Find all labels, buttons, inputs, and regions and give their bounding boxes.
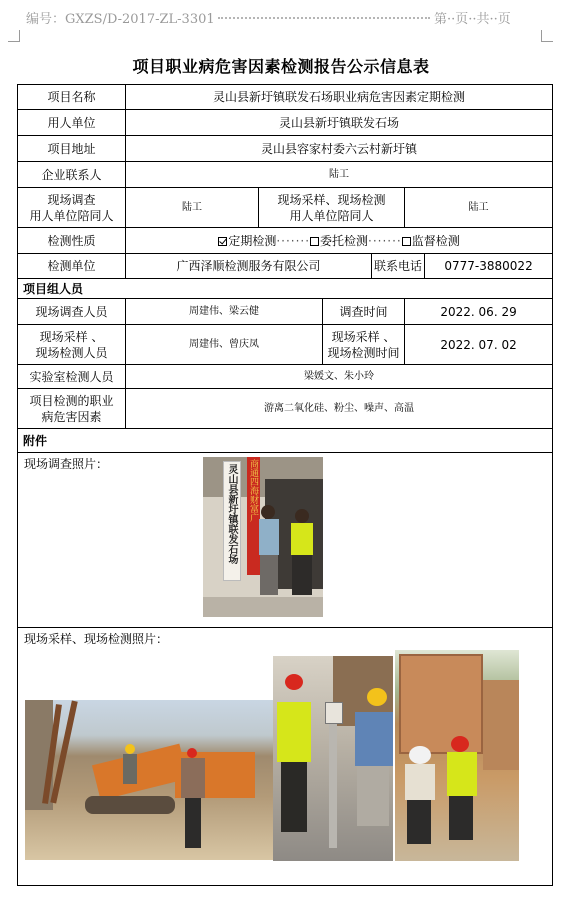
- survey-time-label: 调查时间: [323, 299, 405, 325]
- hazards-label-line1: 项目检测的职业: [29, 393, 114, 408]
- row-survey-staff: [18, 299, 553, 325]
- survey-photo-label: 现场调查照片：: [24, 457, 109, 471]
- row-attachment-section: [18, 429, 553, 453]
- nature-label: 检测性质: [18, 228, 126, 254]
- row-project-address: [18, 136, 553, 162]
- document-code: 编号：GXZS/D-2017-ZL-3301: [26, 12, 215, 27]
- row-lab-staff: [18, 365, 553, 389]
- sampling-photo-label: 现场采样、现场检测照片：: [24, 632, 169, 646]
- hazards-value: 游离二氧化硅、粉尘、噪声、高温: [126, 389, 553, 429]
- row-project-name: [18, 85, 553, 110]
- sampling-time-value: 2022. 07. 02: [405, 325, 553, 365]
- sampling-staff-label-line1: 现场采样 、: [39, 329, 104, 344]
- survey-photo: [203, 457, 323, 617]
- row-employer: [18, 110, 553, 136]
- employer-label: 用人单位: [18, 110, 126, 136]
- survey-companion-label-line2: 用人单位陪同人: [29, 208, 114, 223]
- row-sampling-staff: [18, 325, 553, 365]
- project-address-value: 灵山县容家村委六云村新圩镇: [126, 136, 553, 162]
- crop-mark-left: [8, 30, 20, 42]
- option-supervisory-label: 监督检测: [411, 233, 460, 248]
- checkbox-periodic[interactable]: [218, 237, 227, 246]
- company-sign-text: 灵山县新圩镇联发石场: [226, 464, 237, 564]
- row-nature: [18, 228, 553, 254]
- row-testing-unit: [18, 254, 553, 279]
- sampling-time-label-line1: 现场采样 、: [331, 329, 396, 344]
- sampling-staff-value: 周建伟、曾庆凤: [126, 325, 323, 365]
- employer-value: 灵山县新圩镇联发石场: [126, 110, 553, 136]
- red-banner: [247, 457, 260, 575]
- option-separator: ·······: [368, 233, 402, 248]
- project-name-value: 灵山县新圩镇联发石场职业病危害因素定期检测: [126, 85, 553, 110]
- hazards-label-line2: 病危害因素: [41, 409, 102, 424]
- hazards-label: [18, 389, 126, 429]
- option-periodic-label: 定期检测: [228, 233, 277, 248]
- phone-value: 0777-3880022: [425, 254, 553, 279]
- survey-companion-value: 陆工: [126, 188, 259, 228]
- row-team-section: [18, 279, 553, 299]
- survey-companion-label-line1: 现场调查: [47, 192, 96, 207]
- contact-label: 企业联系人: [18, 162, 126, 188]
- project-address-label: 项目地址: [18, 136, 126, 162]
- page-counter: 第··页··共··页: [434, 12, 511, 27]
- red-banner-text: 商通四海财富广: [248, 459, 258, 522]
- checkbox-entrusted[interactable]: [310, 237, 319, 246]
- company-sign: [223, 461, 241, 581]
- sampling-companion-label-line1: 现场采样、现场检测: [277, 192, 386, 207]
- survey-time-value: 2022. 06. 29: [405, 299, 553, 325]
- team-section-title: 项目组人员: [18, 279, 553, 299]
- sampling-staff-label: [18, 325, 126, 365]
- crop-mark-right: [541, 30, 553, 42]
- page-title: 项目职业病危害因素检测报告公示信息表: [132, 57, 430, 76]
- survey-staff-value: 周建伟、梁云健: [126, 299, 323, 325]
- checkbox-supervisory[interactable]: [402, 237, 411, 246]
- project-name-label: 项目名称: [18, 85, 126, 110]
- nature-options: [126, 228, 553, 254]
- phone-label: 联系电话: [372, 254, 425, 279]
- lab-staff-value: 梁媛文、朱小玲: [126, 365, 553, 389]
- sampling-photo-rig: [25, 700, 273, 860]
- row-hazards: [18, 389, 553, 429]
- option-entrusted-label: 委托检测: [320, 233, 369, 248]
- header-dotted-line: [218, 17, 430, 19]
- attachment-section-title: 附件: [18, 429, 553, 453]
- sampling-companion-label-line2: 用人单位陪同人: [289, 208, 374, 223]
- testing-unit-label: 检测单位: [18, 254, 126, 279]
- lab-staff-label: 实验室检测人员: [18, 365, 126, 389]
- sampling-photo-truck: [395, 650, 519, 861]
- sampling-staff-label-line2: 现场检测人员: [35, 345, 108, 360]
- survey-staff-label: 现场调查人员: [18, 299, 126, 325]
- sampling-time-label: [323, 325, 405, 365]
- option-separator: ·······: [276, 233, 311, 248]
- sampling-companion-value: 陆工: [405, 188, 553, 228]
- row-companions: [18, 188, 553, 228]
- survey-companion-label: [18, 188, 126, 228]
- sampling-time-label-line2: 现场检测时间: [327, 345, 400, 360]
- sampling-companion-label: [259, 188, 405, 228]
- contact-value: 陆工: [126, 162, 553, 188]
- row-contact: [18, 162, 553, 188]
- sampling-photo-instrument: [273, 656, 393, 861]
- testing-unit-value: 广西泽顺检测服务有限公司: [126, 254, 372, 279]
